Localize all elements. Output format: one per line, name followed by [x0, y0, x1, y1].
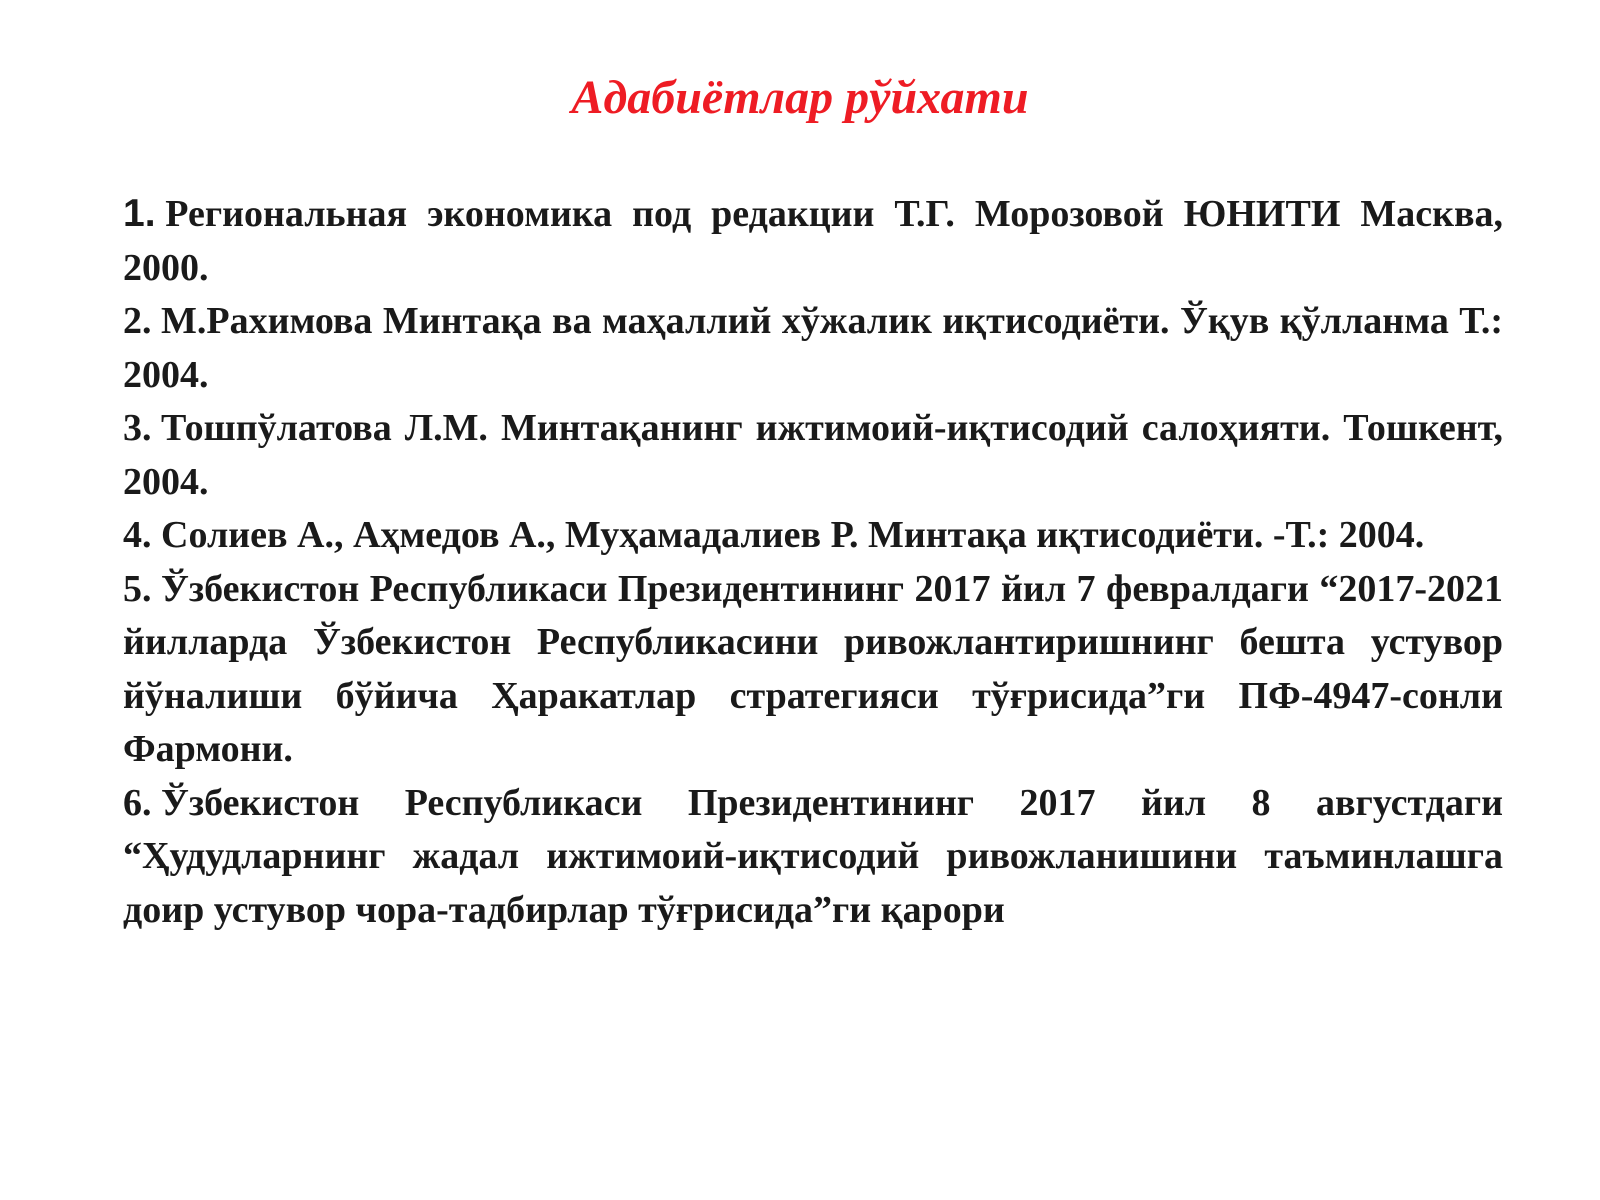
reference-item-2 — [123, 295, 1503, 402]
reference-number: 4. — [123, 514, 152, 556]
reference-text: Ўзбекистон Республикаси Президентининг 2017 йил 7 февралдаги “2017-2021 йилларда Ўзбекистон Республикасини ривожлантиришнинг бешта устувор йўналиши бўйича Ҳаракатлар стратегияси тўғрисида”ги ПФ-4947-сонли Фармони. — [123, 567, 1503, 770]
reference-text: Солиев А., Аҳмедов А., Муҳамадалиев Р. Минтақа иқтисодиёти. -Т.: 2004. — [161, 514, 1425, 556]
reference-item-6 — [123, 777, 1503, 938]
references-list — [123, 187, 1503, 937]
reference-item-3 — [123, 402, 1503, 509]
reference-number: 5. — [123, 567, 152, 610]
reference-number: 2. — [123, 300, 152, 342]
reference-item-4 — [123, 509, 1503, 563]
reference-item-5 — [123, 563, 1503, 777]
reference-number: 3. — [123, 407, 152, 449]
reference-text: Ўзбекистон Республикаси Президентининг 2017 йил 8 августдаги “Ҳудудларнинг жадал ижтимоий-иқтисодий ривожланишини таъминлашга доир устувор чора-тадбирлар тўғрисида”ги қарори — [123, 781, 1503, 931]
reference-number: 6. — [123, 781, 152, 824]
reference-text: Тошпўлатова Л.М. Минтақанинг ижтимоий-иқтисодий салоҳияти. Тошкент, 2004. — [123, 407, 1503, 503]
reference-item-1 — [123, 187, 1503, 295]
slide-title: Адабиётлар рўйхати — [571, 71, 1029, 124]
reference-text: М.Рахимова Минтақа ва маҳаллий хўжалик иқтисодиёти. Ўқув қўлланма Т.: 2004. — [123, 300, 1503, 396]
reference-text: Региональная экономика под редакции Т.Г. Морозовой ЮНИТИ Масква, 2000. — [123, 193, 1503, 289]
reference-number: 1. — [123, 192, 156, 235]
